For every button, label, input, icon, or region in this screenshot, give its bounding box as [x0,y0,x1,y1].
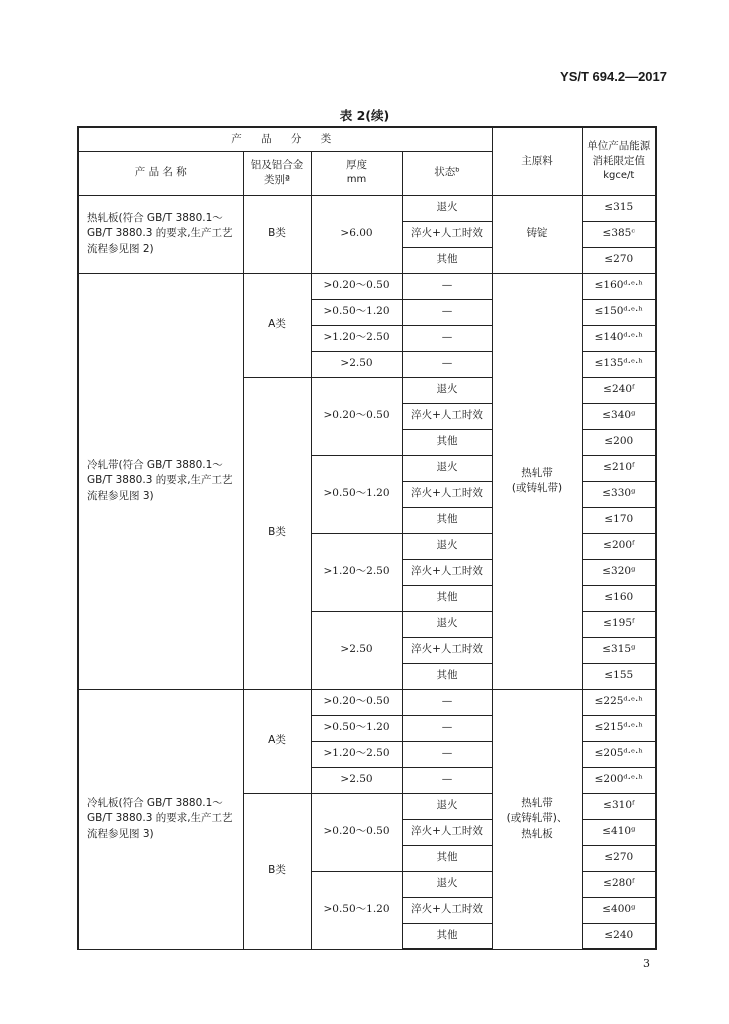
state-cell: — [402,325,492,351]
state-cell: 其他 [402,585,492,611]
state-cell: — [402,351,492,377]
state-cell: — [402,299,492,325]
standard-code: YS/T 694.2—2017 [560,69,667,84]
thickness-cell: >0.20～0.50 [311,793,402,871]
raw-material-cell: 铸锭 [492,195,582,273]
limit-value-cell: ≤385ᶜ [582,221,656,247]
thickness-cell: >1.20～2.50 [311,325,402,351]
table-caption: 表 2(续) [339,108,390,123]
limit-value-cell: ≤240 [582,923,656,949]
state-cell: — [402,741,492,767]
state-cell: 淬火+人工时效 [402,897,492,923]
thickness-cell: >0.50～1.20 [311,455,402,533]
product-name-header: 产 品 名 称 [78,151,243,195]
state-cell: 淬火+人工时效 [402,819,492,845]
energy-limit-header-line2: 消耗限定值 [592,155,646,167]
limit-value-cell: ≤280ᶠ [582,871,656,897]
product-name-hot-rolled-plate: 热轧板(符合 GB/T 3880.1～GB/T 3880.3 的要求,生产工艺流程参见图 2) [78,195,243,273]
state-cell: — [402,273,492,299]
product-name-cold-rolled-strip: 冷轧带(符合 GB/T 3880.1～GB/T 3880.3 的要求,生产工艺流程参见图 3) [78,273,243,689]
limit-value-cell: ≤210ᶠ [582,455,656,481]
limit-value-cell: ≤200ᵈ·ᵉ·ʰ [582,767,656,793]
energy-limit-header [582,127,656,195]
limit-value-cell: ≤160ᵈ·ᵉ·ʰ [582,273,656,299]
limit-value-cell: ≤410ᵍ [582,819,656,845]
page-number: 3 [643,957,650,970]
state-cell: 退火 [402,871,492,897]
thickness-cell: >0.20～0.50 [311,689,402,715]
alloy-class-cell: B类 [243,195,311,273]
state-cell: 退火 [402,611,492,637]
limit-value-cell: ≤205ᵈ·ᵉ·ʰ [582,741,656,767]
raw-material-header: 主原料 [492,127,582,195]
limit-value-cell: ≤140ᵈ·ᵉ·ʰ [582,325,656,351]
header-row [78,127,656,151]
thickness-cell: >2.50 [311,351,402,377]
limit-value-cell: ≤195ᶠ [582,611,656,637]
state-header: 状态ᵇ [402,151,492,195]
state-cell: 其他 [402,663,492,689]
limit-value-cell: ≤200 [582,429,656,455]
limit-value-cell: ≤315ᵍ [582,637,656,663]
limit-value-cell: ≤330ᵍ [582,481,656,507]
state-cell: 退火 [402,533,492,559]
alloy-class-header-line1: 铝及铝合金 [250,158,304,171]
state-cell: 淬火+人工时效 [402,481,492,507]
limit-value-cell: ≤160 [582,585,656,611]
energy-limit-unit: kgce/t [603,170,635,182]
state-cell: 淬火+人工时效 [402,221,492,247]
thickness-cell: >0.50～1.20 [311,871,402,949]
thickness-header [311,151,402,195]
state-cell: 退火 [402,455,492,481]
energy-limit-header-line1: 单位产品能源 [587,139,651,152]
state-cell: 其他 [402,429,492,455]
limit-value-cell: ≤240ᶠ [582,377,656,403]
alloy-class-cell: B类 [243,793,311,949]
limit-value-cell: ≤315 [582,195,656,221]
limit-value-cell: ≤170 [582,507,656,533]
state-cell: 退火 [402,793,492,819]
limit-value-cell: ≤400ᵍ [582,897,656,923]
state-cell: 退火 [402,195,492,221]
state-cell: 其他 [402,247,492,273]
state-cell: 淬火+人工时效 [402,559,492,585]
alloy-class-header [243,151,311,195]
limit-value-cell: ≤215ᵈ·ᵉ·ʰ [582,715,656,741]
limit-value-cell: ≤200ᶠ [582,533,656,559]
limit-value-cell: ≤225ᵈ·ᵉ·ʰ [582,689,656,715]
thickness-unit: mm [346,174,367,186]
thickness-cell: >1.20～2.50 [311,533,402,611]
thickness-header-line1: 厚度 [346,159,367,172]
limit-value-cell: ≤320ᵍ [582,559,656,585]
limit-value-cell: ≤150ᵈ·ᵉ·ʰ [582,299,656,325]
table-row [78,689,656,715]
state-cell: — [402,715,492,741]
thickness-cell: >0.20～0.50 [311,273,402,299]
alloy-class-cell: A类 [243,689,311,793]
state-cell: — [402,767,492,793]
thickness-cell: >2.50 [311,611,402,689]
limit-value-cell: ≤270 [582,247,656,273]
product-classification-header: 产 品 分 类 [78,127,492,151]
alloy-class-header-line2: 类别ª [264,174,290,186]
thickness-cell: >6.00 [311,195,402,273]
state-cell: 淬火+人工时效 [402,637,492,663]
limit-value-cell: ≤155 [582,663,656,689]
thickness-cell: >2.50 [311,767,402,793]
table-row [78,195,656,221]
thickness-cell: >0.50～1.20 [311,299,402,325]
state-cell: — [402,689,492,715]
raw-material-cell: 热轧带 (或铸轧带)、 热轧板 [492,689,582,949]
state-cell: 淬火+人工时效 [402,403,492,429]
limit-value-cell: ≤310ᶠ [582,793,656,819]
limit-value-cell: ≤270 [582,845,656,871]
limit-value-cell: ≤340ᵍ [582,403,656,429]
table-row [78,273,656,299]
thickness-cell: >1.20～2.50 [311,741,402,767]
alloy-class-cell: A类 [243,273,311,377]
alloy-class-cell: B类 [243,377,311,689]
thickness-cell: >0.50～1.20 [311,715,402,741]
raw-material-cell: 热轧带 (或铸轧带) [492,273,582,689]
thickness-cell: >0.20～0.50 [311,377,402,455]
state-cell: 其他 [402,845,492,871]
product-name-cold-rolled-plate: 冷轧板(符合 GB/T 3880.1～GB/T 3880.3 的要求,生产工艺流程参见图 3) [78,689,243,949]
limit-value-cell: ≤135ᵈ·ᵉ·ʰ [582,351,656,377]
state-cell: 退火 [402,377,492,403]
energy-limit-table [77,126,657,950]
state-cell: 其他 [402,507,492,533]
state-cell: 其他 [402,923,492,949]
